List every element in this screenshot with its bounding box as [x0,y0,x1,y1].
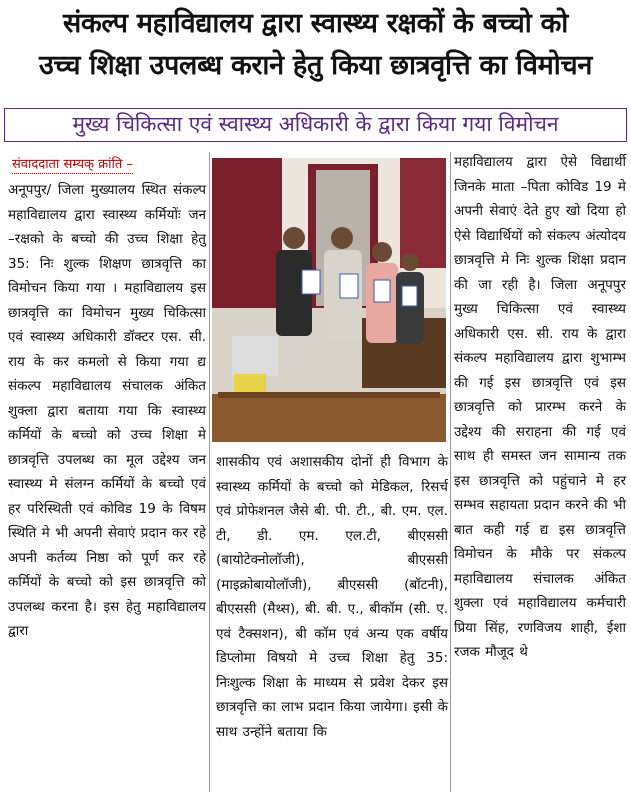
photo-illustration [212,158,446,442]
byline: संवाददाता सम्यक् क्रांति – [12,154,133,174]
headline-line-2: उच्च शिक्षा उपलब्ध कराने हेतु किया छात्रवृत्ति का विमोचन [39,50,592,81]
column-divider-left [209,152,210,792]
article-column-3: महाविद्यालय द्वारा ऐसे विद्यार्थी जिनके माता –पिता कोविड 19 मे अपनी सेवाएं देते हुए खो दिया हो ऐसे विद्यार्थियों को संकल्प अंत्योदय छात्रवृत्ति मे निः शुल्क शिक्षा प्रदान की जा रही है। जिला अनूपपुर मुख्य चिकित्सा एवं स्वास्थ्य अधिकारी एस. सी. राय के द्वारा संकल्प महाविद्यालय द्वारा शुभाम्भ की गई इस छात्रवृत्ति एवं इस छात्रवृत्ति को प्रारम्भ करने के उद्देश्य की सराहना की गई एवं साथ ही समस्त जन सामान्य तक इस छात्रवृत्ति को पहुंचाने मे हर सम्भव सहायता प्रदान करने की भी बात कही गई द्य इस छात्रवृत्ति विमोचन के मौके पर संकल्प महाविद्यालय संचालक अंकित शुक्ला एवं महाविद्यालय कर्मचारी प्रिया सिंह, रणविजय शाही, ईशा रजक मौजूद थे [454,154,626,660]
subheadline: मुख्य चिकित्सा एवं स्वास्थ्य अधिकारी के द्वारा किया गया विमोचन [4,108,627,142]
news-photo [212,158,446,442]
article-column-2: शासकीय एवं अशासकीय दोनों ही विभाग के स्वास्थ्य कर्मियों के बच्चो को मेडिकल, रिसर्च एवं प्रोफेशनल जैसे बी. पी. टी., बी. एम. एल. टी, डी. एम. एल.टी, बीएससी (बायोटेक्नोलॉजी), बीएससी (माइक्रोबायोलॉजी), बीएससी (बॉटनी), बीएससी (मैथ्स), बी. बी. ए., बीकॉम (सी. ए. एवं टैक्सशन), बी कॉम एवं अन्य एक वर्षीय डिप्लोमा विषयो मे उच्च शिक्षा हेतु 35: निःशुल्क शिक्षा के माध्यम से प्रवेश देकर इस छात्रवृत्ति का लाभ प्रदान किया जायेगा। इसी के साथ उन्होंने बताया कि [216,454,448,740]
article-column-1: अनूपपुर/ जिला मुख्यालय स्थित संकल्प महाविद्यालय द्वारा स्वास्थ्य कर्मियोंः जन –रक्षको के बच्चो की उच्च शिक्षा हेतु 35: निः शुल्क शिक्षण छात्रवृत्ति का विमोचन किया गया । महाविद्यालय इस छात्रवृत्ति का विमोचन मुख्य चिकित्सा एवं स्वास्थ्य अधिकारी डॉक्टर एस. सी. राय के कर कमलो से किया गया द्य संकल्प महाविद्यालय संचालक अंकित शुक्ला द्वारा बताया गया कि स्वास्थ्य कर्मियों के बच्चो को उच्च शिक्षा मे छात्रवृत्ति उपलब्ध का मूल उद्देश्य जन स्वास्थ्य मे संलग्न कर्मियों के बच्चो एवं हर परिस्थिती एवं कोविड 19 के विषम स्थिति मे भी अपनी सेवाएं प्रदान कर रहे अपनी कर्तव्य निष्ठा को पूर्ण कर रहे कर्मियों के बच्चो को इस छात्रवृत्ति को उपलब्ध करना है। इस हेतु महाविद्यालय द्वारा [8,182,206,639]
column-divider-right [450,152,451,792]
headline-line-1: संकल्प महाविद्यालय द्वारा स्वास्थ्य रक्षकों के बच्चो को [63,8,568,39]
